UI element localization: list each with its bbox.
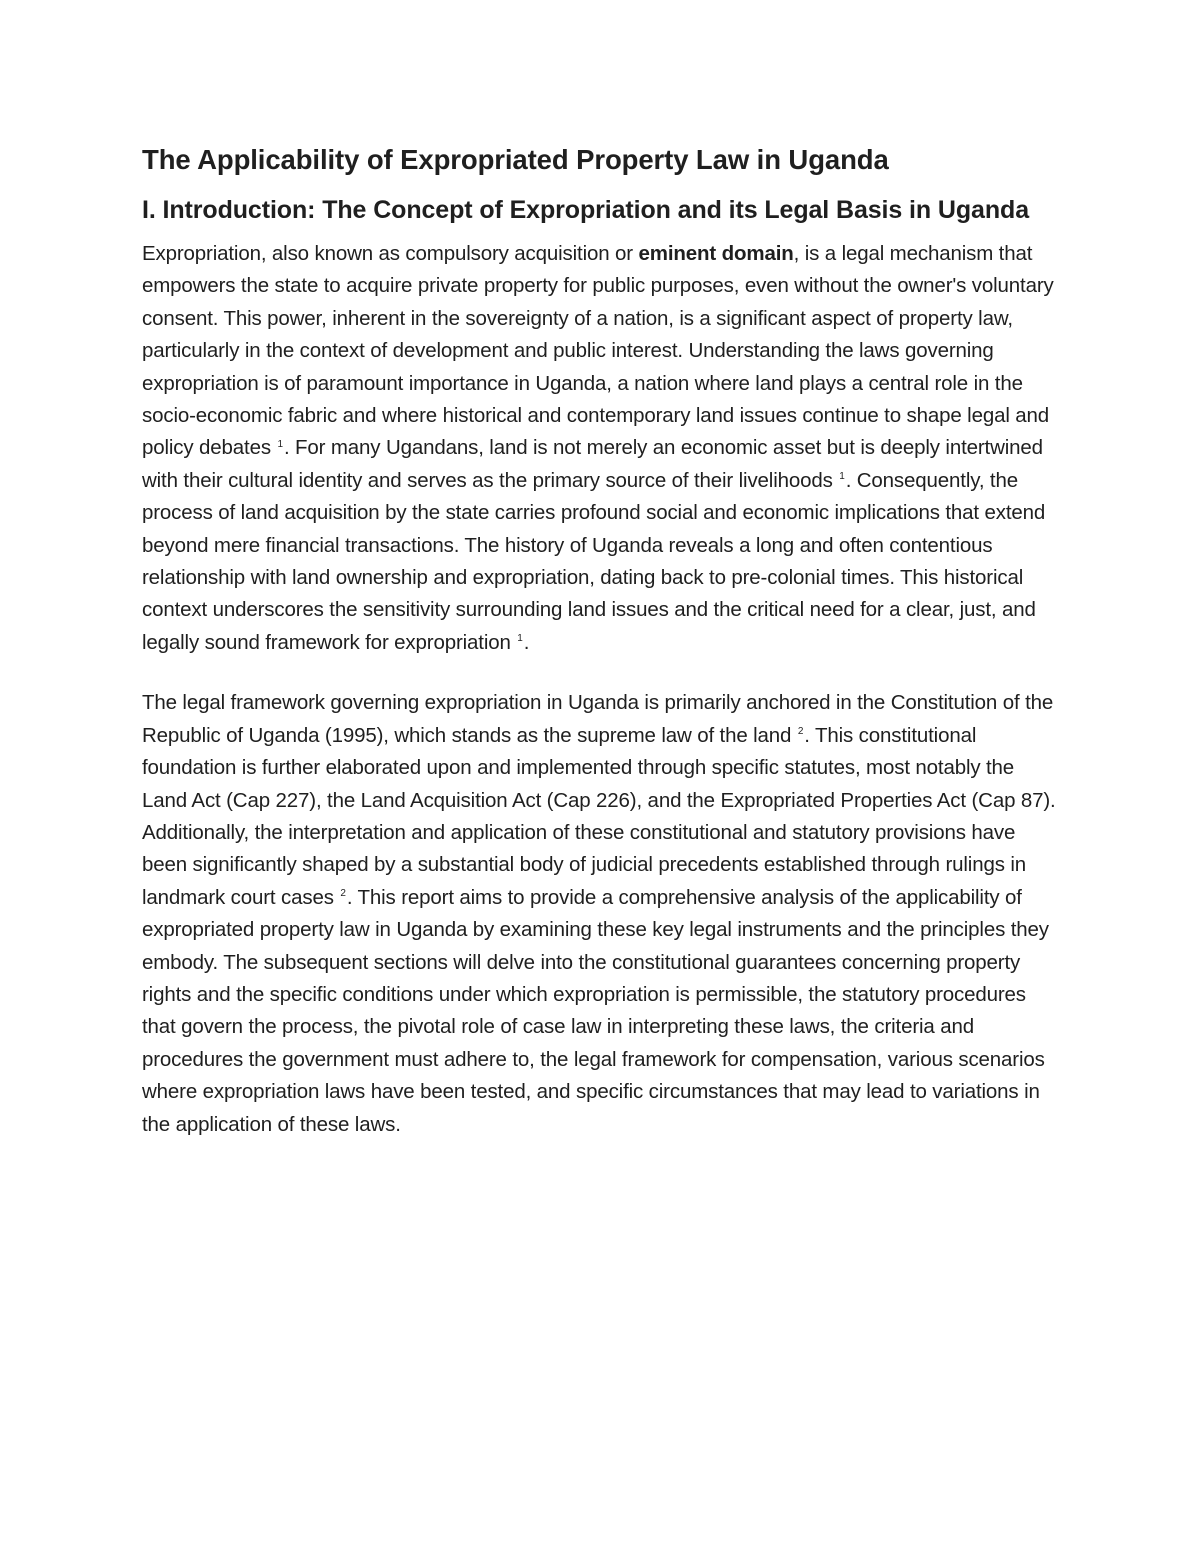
footnote-marker[interactable]: 2: [340, 887, 346, 899]
paragraph-text: .: [523, 630, 530, 654]
bold-term: eminent domain: [638, 242, 794, 265]
section-heading: I. Introduction: The Concept of Expropriation and its Legal Basis in Uganda: [142, 196, 1029, 224]
paragraph-text: , is a legal mechanism that empowers the state to acquire private property for public purposes, even without the owner's voluntary consent. This power, inherent in the sovereignty of a nation, is a significant aspect of property law, particularly in the context of development and public interest. Understanding the laws governing expropriation is of paramount importance in Uganda, a nation where land plays a central role in the socio-economic fabric and where historical and contemporary land issues continue to shape legal and policy debates: [142, 242, 1054, 460]
paragraph-text: . This constitutional foundation is further elaborated upon and implemented through specific statutes, most notably the Land Act (Cap 227), the Land Acquisition Act (Cap 226), and the Expropriated Properties Act (Cap 87). Additionally, the interpretation and application of these constitutional and statutory provisions have been significantly shaped by a substantial body of judicial precedents established through rulings in landmark court cases: [142, 723, 1056, 909]
footnote-marker[interactable]: 1: [277, 438, 283, 450]
paragraph-text: The legal framework governing expropriation in Uganda is primarily anchored in the Constitution of the Republic of Uganda (1995), which stands as the supreme law of the land: [142, 691, 1054, 747]
footnote-marker[interactable]: 2: [797, 725, 804, 737]
paragraph-text: . Consequently, the process of land acquisition by the state carries profound social and economic implications that extend beyond mere financial transactions. The history of Uganda reveals a long and often contentious relationship with land ownership and expropriation, dating back to pre-colonial times. This historical context underscores the sensitivity surrounding land issues and the critical need for a clear, just, and legally sound framework for expropriation: [142, 468, 1046, 654]
paragraph-text: . For many Ugandans, land is not merely an economic asset but is deeply intertwined with their cultural identity and serves as the primary source of their livelihoods: [142, 436, 1043, 492]
paragraph-1: [142, 238, 1062, 659]
paragraph-text: . This report aims to provide a comprehensive analysis of the applicability of expropriated property law in Uganda by examining these key legal instruments and the principles they embody. The subsequent sections will delve into the constitutional guarantees concerning property rights and the specific conditions under which expropriation is permissible, the statutory procedures that govern the process, the pivotal role of case law in interpreting these laws, the criteria and procedures the government must adhere to, the legal framework for compensation, various scenarios where expropriation laws have been tested, and specific circumstances that may lead to variations in the application of these laws.: [142, 885, 1049, 1136]
document-page: [142, 140, 1062, 1169]
paragraph-text: Expropriation, also known as compulsory acquisition or: [142, 242, 639, 265]
document-title: The Applicability of Expropriated Property Law in Uganda: [142, 144, 889, 175]
paragraph-2: [142, 687, 1062, 1141]
footnote-marker[interactable]: 1: [517, 633, 523, 645]
footnote-marker[interactable]: 1: [839, 471, 845, 483]
